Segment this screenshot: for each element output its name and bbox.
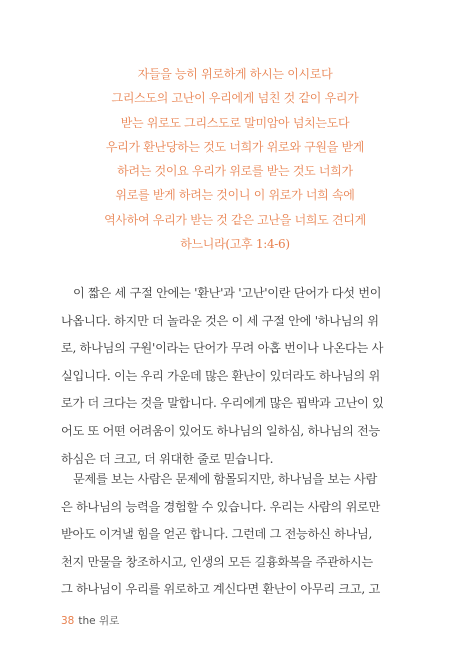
paragraph-line: 어도 또 어떤 어려움이 있어도 하나님의 일하심, 하나님의 전능	[61, 423, 380, 438]
paragraph-line: 천지 만물을 창조하시고, 인생의 모든 길흉화복을 주관하시는	[61, 554, 373, 569]
paragraph-line: 나옵니다. 하지만 더 놀라운 것은 이 세 구절 안에 '하나님의 위	[61, 313, 379, 328]
paragraph-line: 실입니다. 이는 우리 가운데 많은 환난이 있더라도 하나님의 위	[61, 368, 380, 383]
quote-line: 역사하여 우리가 받는 것 같은 고난을 너희도 견디게	[104, 212, 366, 227]
quote-line: 하느니라(고후 1:4-6)	[180, 237, 290, 252]
body-paragraph-2	[61, 466, 401, 604]
scripture-quote	[0, 62, 470, 256]
quote-line: 자들을 능히 위로하게 하시는 이시로다	[137, 67, 333, 81]
quote-line: 위로를 받게 하려는 것이니 이 위로가 너희 속에	[115, 188, 355, 203]
paragraph-line: 그 하나님이 우리를 위로하고 계신다면 환난이 아무리 크고, 고	[61, 582, 380, 597]
paragraph-line: 받아도 이겨낼 힘을 얻곤 합니다. 그런데 그 전능하신 하나님,	[61, 527, 373, 542]
page-footer	[61, 613, 119, 628]
body-paragraph-1	[61, 280, 401, 473]
paragraph-line: 문제를 보는 사람은 문제에 함몰되지만, 하나님을 보는 사람	[73, 472, 377, 486]
quote-line: 우리가 환난당하는 것도 너희가 위로와 구원을 받게	[105, 139, 365, 154]
quote-line: 받는 위로도 그리스도로 말미암아 넘치는도다	[120, 115, 350, 130]
paragraph-line: 이 짧은 세 구절 안에는 '환난'과 '고난'이란 단어가 다섯 번이	[73, 286, 382, 300]
paragraph-line: 로, 하나님의 구원'이라는 단어가 무려 아홉 번이나 나온다는 사	[61, 341, 384, 356]
running-title: the 위로	[78, 615, 120, 627]
quote-line: 하려는 것이요 우리가 위로를 받는 것도 너희가	[117, 164, 353, 179]
quote-line: 그리스도의 고난이 우리에게 넘친 것 같이 우리가	[111, 91, 359, 106]
page-number: 38	[61, 615, 75, 627]
paragraph-line: 로가 더 크다는 것을 말합니다. 우리에게 많은 핍박과 고난이 있	[61, 396, 384, 411]
paragraph-line: 은 하나님의 능력을 경험할 수 있습니다. 우리는 사람의 위로만	[61, 499, 380, 514]
paragraph-line: 하심은 더 크고, 더 위대한 줄로 믿습니다.	[61, 451, 274, 466]
